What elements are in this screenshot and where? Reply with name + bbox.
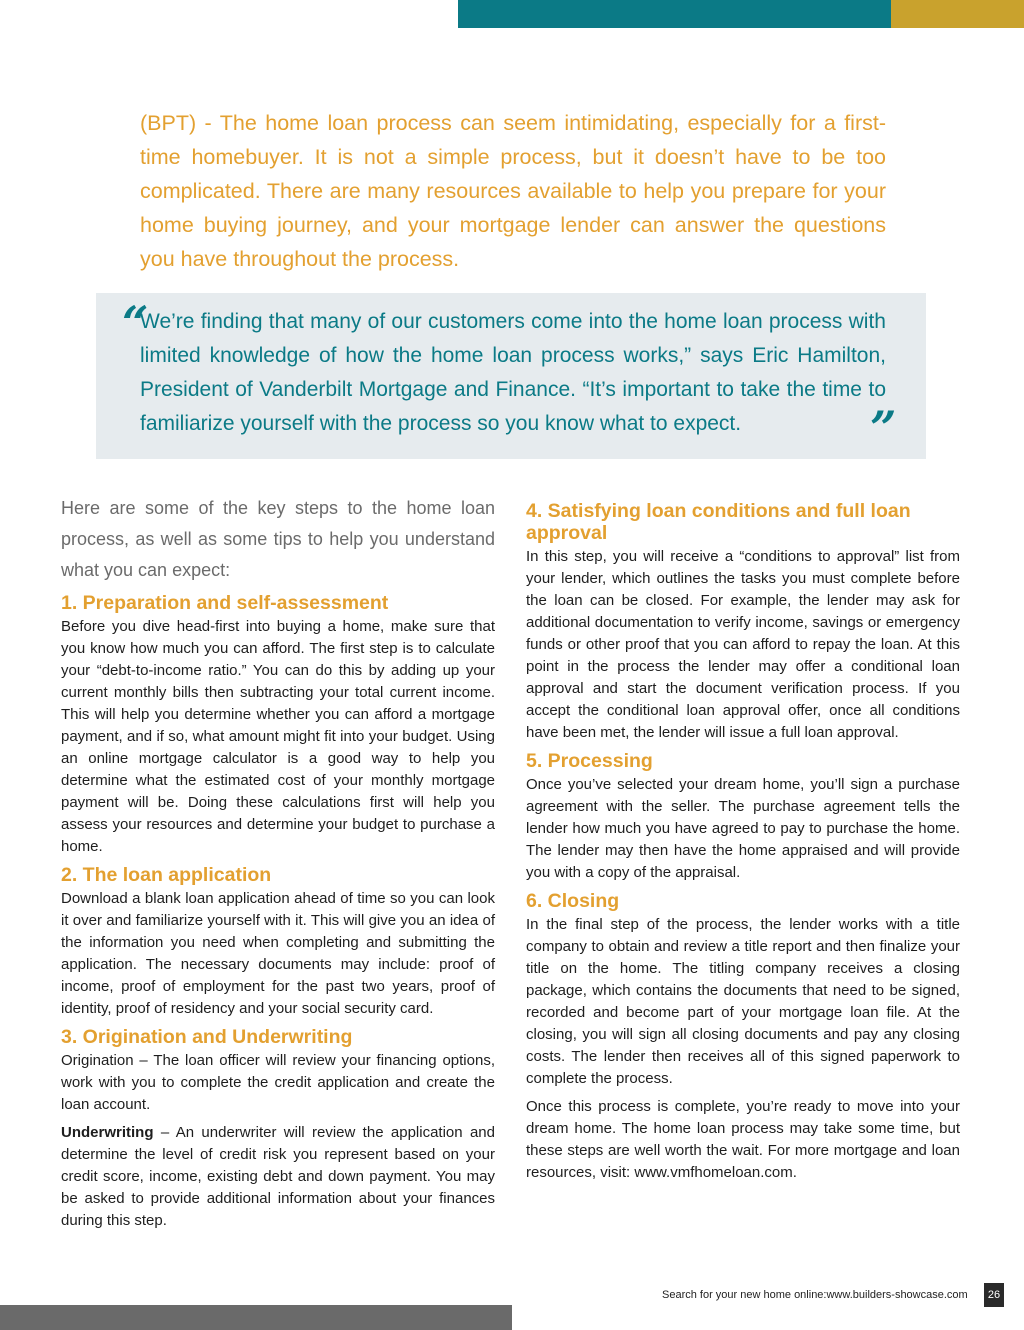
open-quote-mark: “ [122, 296, 149, 350]
step-2-heading: 2. The loan application [61, 864, 272, 886]
step-4-body: In this step, you will receive a “conditions to approval” list from your lender, which outlines the tasks you must complete before the loan can be closed. For example, the lender may ask for additional documentation to verify income, savings or emergency funds or other proof that you can afford to repay the loan. At this point in the process the lender may offer a conditional loan approval and start the document verification process. If you accept the conditional loan approval offer, once all conditions have been met, the lender will issue a full loan approval. [526, 548, 960, 741]
header-gold-bar [891, 0, 1024, 28]
step-3-heading: 3. Origination and Underwriting [61, 1026, 353, 1048]
step-4-heading: 4. Satisfying loan conditions and full loan approval [526, 500, 911, 544]
step-1-heading: 1. Preparation and self-assessment [61, 592, 389, 614]
underwriting-label: Underwriting [61, 1124, 154, 1141]
step-5-heading: 5. Processing [526, 750, 653, 772]
close-quote-mark: ” [870, 401, 897, 455]
closing-paragraph: Once this process is complete, you’re ready to move into your dream home. The home loan process may take some time, but these steps are well worth the wait. For more mortgage and loan resources, visit: www.vmfhomeloan.com. [526, 1098, 960, 1181]
underwriting-text: – An underwriter will review the application and determine the level of credit risk you represent based on your credit score, income, existing debt and down payment. You may be asked to provide additional information about your finances during this step. [61, 1124, 495, 1229]
footer-gray-bar [0, 1305, 512, 1330]
right-column [526, 500, 960, 1184]
step-6-heading: 6. Closing [526, 890, 620, 912]
pullquote-text: We’re finding that many of our customers come into the home loan process with limited knowledge of how the home loan process works,” says Eric Hamilton, President of Vanderbilt Mortgage and Finance. “It’s important to take the time to familiarize yourself with the process so you know what to expect. [140, 310, 886, 435]
page-number: 26 [984, 1283, 1004, 1307]
header-teal-bar [458, 0, 891, 28]
step-2-body: Download a blank loan application ahead of time so you can look it over and familiarize yourself with it. This will give you an idea of the information you need when completing and submitting the application. The necessary documents may include: proof of income, proof of employment for the past two years, proof of identity, proof of residency and your social security card. [61, 890, 495, 1017]
lead-paragraph: Here are some of the key steps to the home loan process, as well as some tips to help you understand what you can expect: [61, 498, 495, 580]
step-1-body: Before you dive head-first into buying a home, make sure that you know how much you can afford. The first step is to calculate your “debt-to-income ratio.” You can do this by adding up your current monthly bills then subtracting your total current income. This will help you determine whether you can afford a mortgage payment, and if so, what amount might fit into your budget. Using an online mortgage calculator is a good way to help you determine what the estimated cost of your monthly mortgage payment will be. Doing these calculations first will help you assess your resources and determine your budget to purchase a home. [61, 618, 495, 855]
left-column [61, 493, 495, 1232]
step-3-underwriting [61, 1122, 495, 1232]
intro-paragraph: (BPT) - The home loan process can seem intimidating, especially for a first-time homebuyer. It is not a simple process, but it doesn’t have to be too complicated. There are many resources available to help you prepare for your home buying journey, and your mortgage lender can answer the questions you have throughout the process. [140, 111, 886, 271]
step-3-origination: Origination – The loan officer will review your financing options, work with you to complete the credit application and create the loan account. [61, 1052, 495, 1113]
footer-website-text: Search for your new home online:www.builders-showcase.com [662, 1289, 968, 1301]
step-5-body: Once you’ve selected your dream home, you’ll sign a purchase agreement with the seller. The purchase agreement tells the lender how much you have agreed to pay to purchase the home. The lender may then have the home appraised and will provide you with a copy of the appraisal. [526, 776, 960, 881]
step-6-body: In the final step of the process, the lender works with a title company to obtain and review a title report and then finalize your title on the home. The titling company receives a closing package, which contains the documents that need to be signed, recorded and become part of your mortgage loan file. At the closing, you will sign all closing documents and pay any closing costs. The lender then receives all of this signed paperwork to complete the process. [526, 916, 960, 1087]
